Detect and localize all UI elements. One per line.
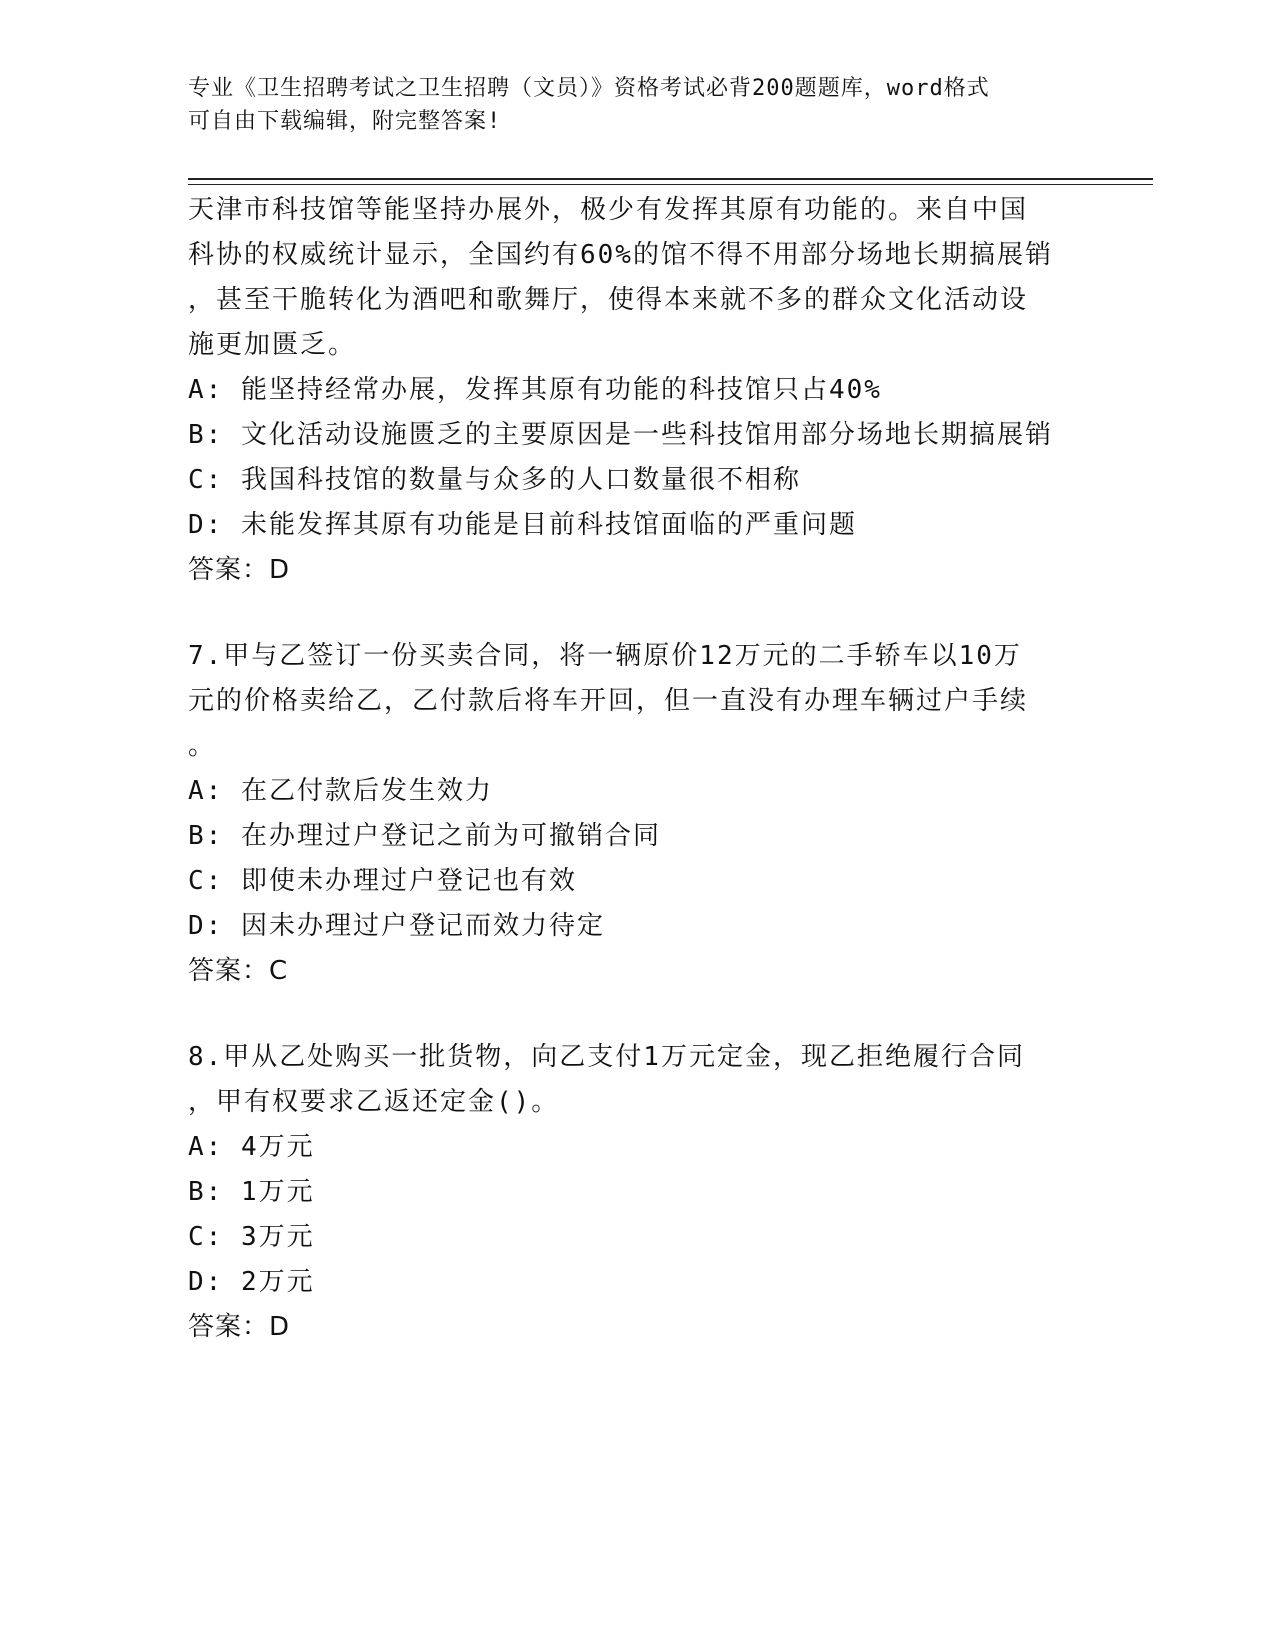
question-text-line: 7.甲与乙签订一份买卖合同，将一辆原价12万元的二手轿车以10万 (188, 641, 1022, 671)
document-header (188, 72, 1088, 138)
document-body (188, 188, 1088, 1350)
question-text-line: 科协的权威统计显示，全国约有60%的馆不得不用部分场地长期搞展销 (188, 240, 1053, 270)
question-text-line: ，甚至干脆转化为酒吧和歌舞厅，使得本来就不多的群众文化活动设 (188, 285, 1029, 315)
question-text-line: 天津市科技馆等能坚持办展外，极少有发挥其原有功能的。来自中国 (188, 195, 1029, 225)
option-b: B: 文化活动设施匮乏的主要原因是一些科技馆用部分场地长期搞展销 (188, 420, 1053, 450)
option-a: A: 能坚持经常办展，发挥其原有功能的科技馆只占40% (188, 375, 882, 405)
question-6-tail (188, 188, 1088, 593)
option-d: D: 2万元 (188, 1267, 315, 1297)
header-divider-thick (188, 178, 1153, 180)
header-divider-thin (188, 184, 1153, 185)
question-text-line: 。 (188, 731, 217, 761)
question-text-line: 施更加匮乏。 (188, 330, 357, 360)
answer-line: 答案：C (188, 956, 289, 986)
option-b: B: 在办理过户登记之前为可撤销合同 (188, 821, 661, 851)
question-8 (188, 1035, 1088, 1350)
option-b: B: 1万元 (188, 1177, 315, 1207)
option-a: A: 4万元 (188, 1132, 315, 1162)
question-text-line: 8.甲从乙处购买一批货物，向乙支付1万元定金，现乙拒绝履行合同 (188, 1042, 1025, 1072)
option-c: C: 即使未办理过户登记也有效 (188, 866, 577, 896)
option-c: C: 我国科技馆的数量与众多的人口数量很不相称 (188, 465, 801, 495)
option-d: D: 因未办理过户登记而效力待定 (188, 911, 605, 941)
question-7 (188, 634, 1088, 994)
option-a: A: 在乙付款后发生效力 (188, 776, 493, 806)
option-c: C: 3万元 (188, 1222, 315, 1252)
answer-line: 答案：D (188, 1312, 291, 1342)
question-text-line: 元的价格卖给乙，乙付款后将车开回，但一直没有办理车辆过户手续 (188, 686, 1029, 716)
question-spacer (188, 593, 1088, 634)
header-title-line-2: 可自由下载编辑，附完整答案! (188, 109, 502, 134)
answer-line: 答案：D (188, 555, 291, 585)
question-text-line: ，甲有权要求乙返还定金()。 (188, 1087, 560, 1117)
option-d: D: 未能发挥其原有功能是目前科技馆面临的严重问题 (188, 510, 857, 540)
question-spacer (188, 994, 1088, 1035)
header-title-line-1: 专业《卫生招聘考试之卫生招聘（文员）》资格考试必背200题题库，word格式 (188, 76, 990, 101)
